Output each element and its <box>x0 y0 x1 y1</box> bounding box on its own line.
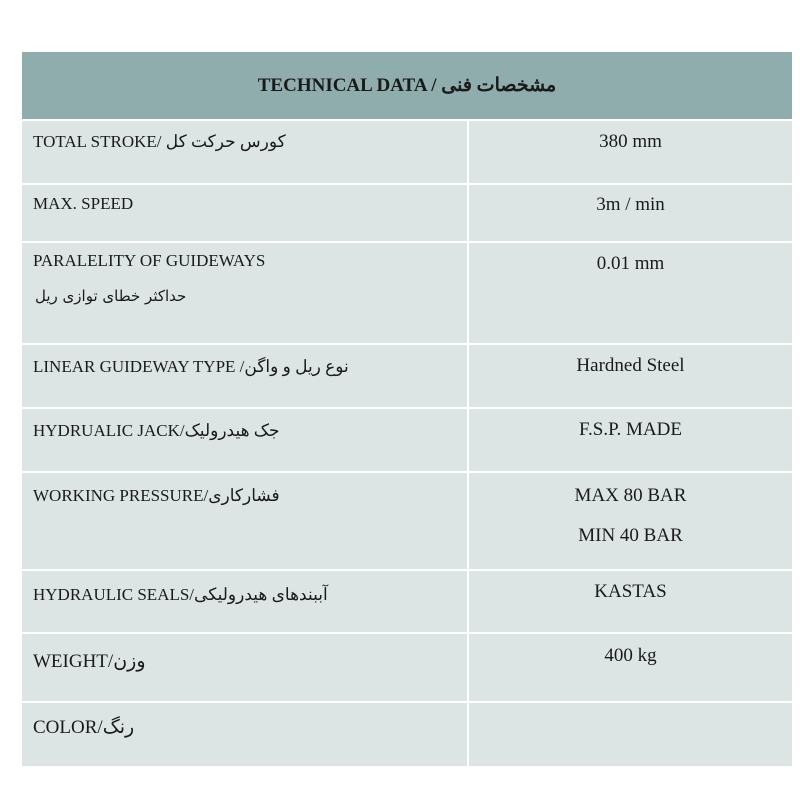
value-text: F.S.P. MADE <box>578 419 682 440</box>
row-label <box>22 185 469 241</box>
table-title: TECHNICAL DATA / مشخصات فنی <box>257 75 557 96</box>
label-text: HYDRAULIC SEALS/آببندهای هیدرولیکی <box>33 585 328 604</box>
value-text: 3m / min <box>596 194 665 215</box>
table-row-color <box>22 703 792 766</box>
label-text: COLOR/رنگ <box>33 717 135 738</box>
label-text: TOTAL STROKE/ کورس حرکت کل <box>33 132 286 151</box>
value-text: 0.01 mm <box>596 253 665 274</box>
table-header <box>22 52 792 121</box>
table-row-hydraulic-seals <box>22 571 792 634</box>
value-text: KASTAS <box>594 581 667 602</box>
row-label <box>22 473 469 569</box>
row-label <box>22 345 469 407</box>
row-value <box>469 185 792 241</box>
row-label <box>22 571 469 632</box>
row-label <box>22 243 469 343</box>
row-label <box>22 409 469 471</box>
label-text: MAX. SPEED <box>33 194 134 213</box>
row-value <box>469 634 792 701</box>
table-row-working-pressure <box>22 473 792 571</box>
label-text: LINEAR GUIDEWAY TYPE /نوع ریل و واگن <box>33 357 349 376</box>
row-label <box>22 634 469 701</box>
label-text-persian: حداکثر خطای توازی ریل <box>35 287 187 305</box>
row-label <box>22 121 469 183</box>
row-value <box>469 703 792 766</box>
table-row-weight <box>22 634 792 703</box>
row-value <box>469 409 792 471</box>
label-text: HYDRUALIC JACK/جک هیدرولیک <box>33 421 280 440</box>
table-row-linear-guideway <box>22 345 792 409</box>
row-value <box>469 121 792 183</box>
row-value <box>469 345 792 407</box>
value-text: Hardned Steel <box>576 355 685 376</box>
table-row-hydraulic-jack <box>22 409 792 473</box>
table-row-paralelity <box>22 243 792 345</box>
value-text: 380 mm <box>599 131 662 152</box>
value-text: 400 kg <box>604 645 657 666</box>
table-row-total-stroke <box>22 121 792 185</box>
table-row-max-speed <box>22 185 792 243</box>
label-text: WEIGHT/وزن <box>33 651 146 672</box>
label-text: PARALELITY OF GUIDEWAYS <box>33 251 266 270</box>
row-value <box>469 571 792 632</box>
value-text: MAX 80 BAR <box>574 485 687 506</box>
row-value <box>469 473 792 569</box>
label-text: WORKING PRESSURE/فشارکاری <box>33 486 280 505</box>
row-label <box>22 703 469 766</box>
technical-data-table <box>22 52 792 766</box>
row-value <box>469 243 792 343</box>
value-text-2: MIN 40 BAR <box>578 525 683 546</box>
